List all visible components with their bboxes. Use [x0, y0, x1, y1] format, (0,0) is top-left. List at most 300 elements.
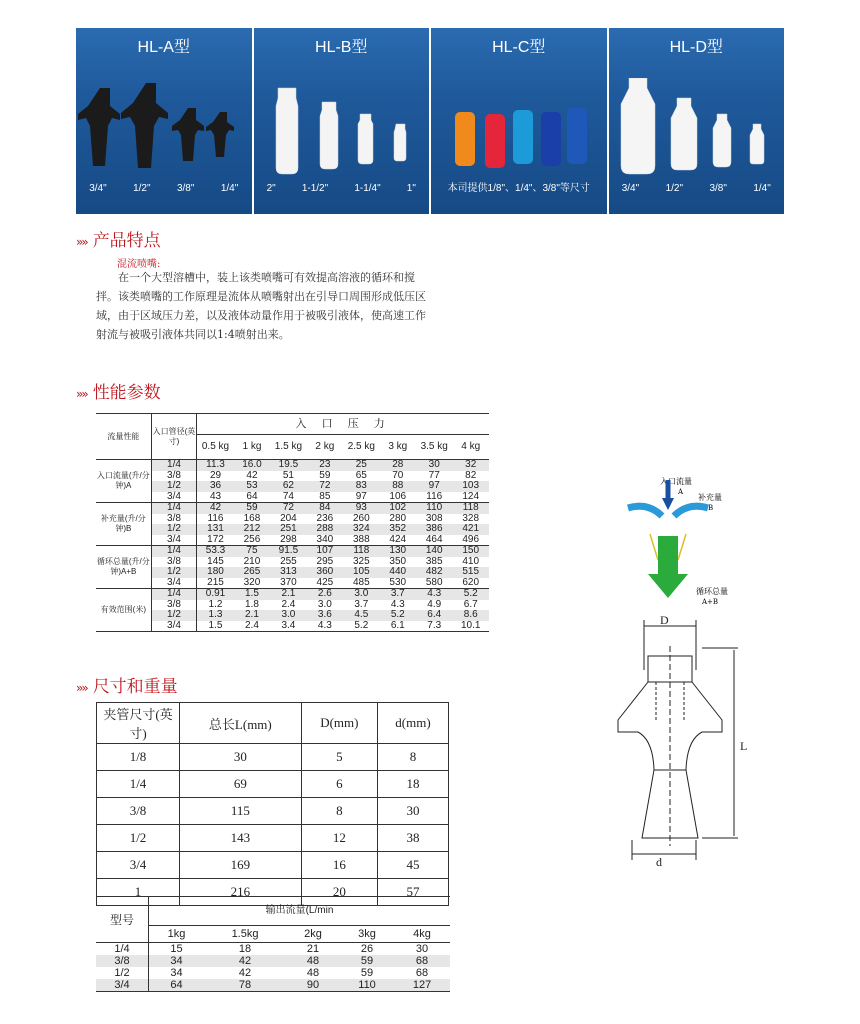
- hl-c-caption: [431, 179, 607, 194]
- table-row: [96, 621, 489, 632]
- size-label: 1/4": [220, 183, 239, 194]
- value-cell: 4.5: [354, 609, 369, 620]
- table-row: [96, 955, 450, 967]
- group-label: 循环总量(升/分钟)A+B: [96, 546, 151, 589]
- flow-cell: 3/8: [96, 955, 149, 967]
- flow-pressure-header: 1.5kg: [231, 928, 259, 940]
- dim-cell: 3/8: [97, 798, 180, 825]
- value-cell: 410: [462, 555, 480, 567]
- flow-cell: 59: [360, 967, 374, 979]
- guide-line-right: [678, 534, 686, 560]
- value-cell: 4.3: [317, 619, 332, 631]
- value-cell: 32: [465, 459, 477, 470]
- flow-cell: 90: [306, 979, 320, 991]
- value-cell: 118: [353, 545, 370, 556]
- size-cell: 3/8: [151, 471, 197, 482]
- panel-title: HL-A型: [137, 39, 190, 56]
- dim-cell: 8: [301, 798, 377, 825]
- supplement-label: 补充量: [698, 493, 722, 502]
- hl-d-nozzles-image: [609, 78, 785, 196]
- value-cell: 2.6: [317, 588, 332, 599]
- value-cell: 168: [243, 512, 261, 524]
- chevrons-icon: »»: [76, 235, 87, 249]
- value-cell: 23: [319, 459, 331, 470]
- flow-cell: 64: [170, 979, 183, 991]
- value-cell: 324: [352, 523, 370, 534]
- value-cell: 72: [319, 480, 331, 491]
- value-cell: 620: [462, 576, 480, 588]
- value-cell: 236: [316, 512, 334, 524]
- value-cell: 2.4: [245, 619, 259, 631]
- value-cell: 0.91: [205, 588, 226, 599]
- pressure-col-header: 1 kg: [242, 440, 262, 452]
- nozzle-diagram: [598, 470, 778, 870]
- pressure-col-header: 2.5 kg: [347, 440, 375, 452]
- dim-cell: 115: [180, 798, 302, 825]
- value-cell: 65: [355, 469, 367, 481]
- pressure-col-header: 3 kg: [388, 440, 408, 452]
- panel-title: HL-C型: [492, 39, 546, 56]
- table-row: [96, 567, 489, 578]
- flow-cell: 1/2: [96, 967, 149, 979]
- value-cell: 350: [389, 555, 407, 567]
- dim-L-label: L: [740, 739, 748, 753]
- size-cell: 3/8: [151, 514, 197, 525]
- value-cell: 530: [389, 576, 407, 588]
- value-cell: 130: [389, 545, 407, 556]
- dim-cell: 1/4: [97, 771, 180, 798]
- value-cell: 29: [209, 469, 222, 481]
- flow-cell: 42: [238, 955, 252, 967]
- pressure-col-header: 0.5 kg: [201, 440, 230, 452]
- value-cell: 4.3: [390, 598, 405, 610]
- panel-hl-c: [431, 28, 607, 214]
- performance-heading: [76, 378, 161, 403]
- chevrons-icon: »»: [76, 681, 87, 695]
- size-cell: 1/2: [151, 481, 197, 492]
- size-cell: 1/2: [151, 610, 197, 621]
- table-row: [97, 771, 449, 798]
- value-cell: 53: [246, 480, 258, 491]
- size-cell: 3/8: [151, 557, 197, 568]
- hl-a-sizes: [76, 183, 252, 194]
- value-cell: 515: [462, 566, 480, 577]
- table-row: [97, 744, 449, 771]
- value-cell: 215: [207, 576, 224, 588]
- size-cell: 3/8: [151, 600, 197, 611]
- value-cell: 4.9: [427, 598, 442, 610]
- flow-output-header: 输出流量(L/min: [265, 905, 334, 916]
- flow-cell: 110: [358, 979, 376, 991]
- dimensions-table: [96, 702, 449, 906]
- value-cell: 53.3: [205, 545, 226, 556]
- value-cell: 84: [319, 502, 331, 513]
- value-cell: 4.3: [427, 588, 442, 599]
- value-cell: 265: [243, 566, 261, 577]
- dim-d-label: d: [656, 855, 662, 869]
- dim-cell: 1/8: [97, 744, 180, 771]
- flow-pressure-header: 1kg: [167, 928, 186, 940]
- value-cell: 485: [352, 576, 370, 588]
- dim-cell: 57: [378, 879, 449, 906]
- inlet-sym: A: [678, 488, 684, 496]
- performance-title: 性能参数: [92, 383, 161, 403]
- value-cell: 3.0: [317, 598, 332, 610]
- value-cell: 70: [392, 469, 404, 481]
- value-cell: 256: [243, 533, 261, 545]
- inlet-arrow-head: [662, 498, 674, 510]
- flow-pressure-header: 3kg: [358, 928, 376, 940]
- size-cell: 3/4: [151, 492, 197, 503]
- size-cell: 1/4: [151, 589, 197, 600]
- dimensions-heading: [76, 672, 178, 697]
- table-row: [96, 979, 450, 992]
- value-cell: 118: [462, 502, 479, 513]
- value-cell: 42: [246, 469, 258, 481]
- total-arrow-shaft: [658, 536, 678, 576]
- value-cell: 43: [209, 490, 222, 502]
- value-cell: 172: [207, 533, 224, 545]
- value-cell: 145: [207, 555, 224, 567]
- value-cell: 340: [316, 533, 334, 545]
- dim-cell: 30: [378, 798, 449, 825]
- value-cell: 25: [355, 459, 367, 470]
- value-cell: 6.4: [427, 609, 442, 620]
- features-title: 产品特点: [92, 231, 161, 251]
- product-banner: [76, 28, 784, 214]
- size-label: 3/4": [89, 183, 107, 194]
- size-cell: 1/4: [151, 460, 197, 471]
- value-cell: 131: [207, 523, 224, 534]
- value-cell: 51: [282, 469, 294, 481]
- value-cell: 424: [389, 533, 407, 545]
- value-cell: 496: [462, 533, 480, 545]
- group-label: 补充量(升/分钟)B: [96, 503, 151, 546]
- dim-cell: 16: [301, 852, 377, 879]
- dim-header: 总长L(mm): [180, 703, 302, 744]
- flow-cell: 18: [238, 943, 252, 955]
- inlet-label: 入口流量: [660, 477, 692, 486]
- value-cell: 2.1: [245, 609, 259, 620]
- value-cell: 386: [425, 523, 443, 534]
- nozzle-outline: [618, 613, 747, 869]
- flow-cell: 26: [360, 943, 374, 955]
- value-cell: 251: [280, 523, 297, 534]
- value-cell: 280: [389, 512, 407, 524]
- features-heading: [76, 226, 161, 251]
- value-cell: 10.1: [460, 619, 481, 631]
- value-cell: 1.5: [208, 619, 223, 631]
- flow-cell: 48: [306, 955, 320, 967]
- table-row: [97, 852, 449, 879]
- value-cell: 298: [280, 533, 297, 545]
- value-cell: 295: [316, 555, 334, 567]
- dim-cell: 45: [378, 852, 449, 879]
- value-cell: 255: [280, 555, 297, 567]
- size-label: 1/2": [665, 183, 684, 194]
- size-label: 1/2": [133, 183, 151, 194]
- size-label: 3/4": [621, 183, 640, 194]
- dim-cell: 8: [378, 744, 449, 771]
- panel-hl-a: [76, 28, 252, 214]
- value-cell: 482: [425, 566, 443, 577]
- table-row: [96, 546, 489, 557]
- value-cell: 370: [280, 576, 297, 588]
- value-cell: 421: [462, 523, 480, 534]
- value-cell: 7.3: [427, 619, 442, 631]
- dim-cell: 3/4: [97, 852, 180, 879]
- hl-b-sizes: [254, 183, 430, 194]
- value-cell: 1.5: [245, 588, 259, 599]
- value-cell: 3.0: [354, 588, 369, 599]
- pressure-header: 入 口 压 力: [197, 414, 489, 435]
- table-row: [96, 535, 489, 546]
- value-cell: 110: [426, 502, 443, 513]
- dim-cell: 69: [180, 771, 302, 798]
- supplement-arrow-right: [674, 506, 708, 516]
- value-cell: 116: [207, 512, 224, 524]
- panel-title: HL-B型: [315, 39, 368, 56]
- value-cell: 42: [209, 502, 222, 513]
- value-cell: 1.8: [245, 598, 259, 610]
- size-label: 1-1/4": [354, 183, 381, 194]
- value-cell: 82: [465, 469, 477, 481]
- dim-cell: 169: [180, 852, 302, 879]
- features-subtitle: 混流喷嘴:: [117, 259, 161, 270]
- value-cell: 5.2: [463, 588, 478, 599]
- value-cell: 83: [355, 480, 367, 491]
- flow-cell: 21: [306, 943, 320, 955]
- panel-title: HL-D型: [669, 39, 723, 56]
- value-cell: 1.2: [208, 598, 223, 610]
- value-cell: 212: [243, 523, 261, 534]
- performance-table: [96, 413, 489, 632]
- value-cell: 97: [355, 490, 367, 502]
- total-label: 循环总量: [696, 587, 728, 596]
- dim-D-label: D: [660, 613, 669, 627]
- flow-cell: 78: [238, 979, 252, 991]
- pressure-col-header: 3.5 kg: [420, 440, 448, 452]
- value-cell: 107: [316, 545, 334, 556]
- value-cell: 325: [352, 555, 370, 567]
- col-flow-header: 流量性能: [96, 414, 151, 460]
- table-row: [96, 610, 489, 621]
- value-cell: 16.0: [242, 459, 262, 470]
- dim-cell: 1: [97, 879, 180, 906]
- dimensions-header-row: [97, 703, 449, 744]
- value-cell: 425: [316, 576, 334, 588]
- pressure-col-header: 2 kg: [315, 440, 335, 452]
- size-cell: 1/4: [151, 546, 197, 557]
- value-cell: 59: [319, 469, 331, 481]
- value-cell: 313: [280, 566, 297, 577]
- flow-cell: 68: [415, 955, 429, 967]
- flow-table: [96, 896, 450, 992]
- hl-b-nozzles-image: [254, 78, 430, 196]
- panel-hl-b: [254, 28, 430, 214]
- value-cell: 93: [355, 502, 367, 513]
- value-cell: 3.6: [317, 609, 332, 620]
- table-row: [96, 460, 489, 471]
- value-cell: 59: [246, 502, 258, 513]
- flow-cell: 30: [415, 943, 429, 955]
- flow-cell: 15: [170, 943, 183, 955]
- size-cell: 1/4: [151, 503, 197, 514]
- size-label: 3/8": [176, 183, 195, 194]
- flow-pressure-header: 2kg: [304, 928, 322, 940]
- dim-cell: 5: [301, 744, 377, 771]
- flow-cell: 68: [415, 967, 429, 979]
- guide-line-left: [650, 534, 658, 560]
- value-cell: 62: [282, 480, 294, 491]
- hl-d-sizes: [609, 183, 785, 194]
- value-cell: 64: [246, 490, 258, 502]
- value-cell: 77: [428, 469, 440, 481]
- size-cell: 1/2: [151, 524, 197, 535]
- size-cell: 3/4: [151, 535, 197, 546]
- value-cell: 3.7: [390, 588, 405, 599]
- value-cell: 308: [425, 512, 443, 524]
- supplement-sym: B: [708, 504, 714, 512]
- table-row: [96, 524, 489, 535]
- size-label: 2": [266, 183, 276, 194]
- total-arrow-head: [648, 574, 688, 598]
- value-cell: 72: [282, 502, 294, 513]
- features-paragraph: 在一个大型溶槽中，装上该类喷嘴可有效提高溶液的循环和搅拌。该类喷嘴的工作原理是流体从喷嘴射出在引导口周围形成低压区域，由于区域压力差，以及液体动量作用于被吸引液体，使高速工作射流与被吸引液体共同以1:4喷射出来。: [96, 271, 426, 341]
- value-cell: 288: [316, 523, 334, 534]
- value-cell: 3.0: [281, 609, 296, 620]
- dim-cell: 12: [301, 825, 377, 852]
- value-cell: 260: [352, 512, 370, 524]
- dim-cell: 6: [301, 771, 377, 798]
- table-row: [96, 943, 450, 956]
- table-row: [96, 492, 489, 503]
- size-cell: 3/4: [151, 578, 197, 589]
- value-cell: 103: [462, 480, 480, 491]
- pressure-col-header: 1.5 kg: [274, 440, 303, 452]
- value-cell: 6.7: [463, 598, 478, 610]
- value-cell: 352: [389, 523, 407, 534]
- value-cell: 5.2: [354, 619, 369, 631]
- value-cell: 124: [462, 490, 480, 502]
- value-cell: 150: [462, 545, 480, 556]
- value-cell: 36: [209, 480, 222, 491]
- value-cell: 91.5: [278, 545, 299, 556]
- flow-cell: 1/4: [96, 943, 149, 956]
- table-row: [97, 825, 449, 852]
- flow-cell: 3/4: [96, 979, 149, 992]
- dim-cell: 20: [301, 879, 377, 906]
- value-cell: 180: [207, 566, 224, 577]
- table-row: [96, 589, 489, 600]
- dim-header: D(mm): [301, 703, 377, 744]
- value-cell: 1.3: [208, 609, 223, 620]
- value-cell: 106: [389, 490, 407, 502]
- table-row: [97, 798, 449, 825]
- dimensions-title: 尺寸和重量: [92, 677, 178, 697]
- value-cell: 388: [352, 533, 370, 545]
- value-cell: 116: [426, 490, 443, 502]
- table-row: [96, 967, 450, 979]
- value-cell: 97: [428, 480, 440, 491]
- value-cell: 440: [389, 566, 407, 577]
- value-cell: 360: [316, 566, 334, 577]
- table-row: [96, 481, 489, 492]
- dim-cell: 216: [180, 879, 302, 906]
- pressure-col-header: 4 kg: [461, 440, 481, 452]
- value-cell: 8.6: [463, 609, 478, 620]
- dim-header: d(mm): [378, 703, 449, 744]
- dim-cell: 1/2: [97, 825, 180, 852]
- table-row: [96, 578, 489, 589]
- flow-pressure-header: 4kg: [413, 928, 431, 940]
- size-cell: 3/4: [151, 621, 197, 632]
- size-label: 1": [406, 183, 416, 194]
- value-cell: 328: [462, 512, 480, 524]
- value-cell: 580: [425, 576, 443, 588]
- dim-cell: 30: [180, 744, 302, 771]
- dim-header: 夹管尺寸(英寸): [97, 703, 180, 744]
- dim-cell: 18: [378, 771, 449, 798]
- value-cell: 28: [392, 459, 404, 470]
- hl-a-nozzles-image: [76, 78, 252, 196]
- flow-cell: 34: [170, 955, 183, 967]
- value-cell: 11.3: [206, 459, 225, 470]
- value-cell: 320: [243, 576, 261, 588]
- total-sym: A+B: [702, 598, 719, 606]
- flow-cell: 127: [412, 979, 432, 991]
- chevrons-icon: »»: [76, 387, 87, 401]
- group-label: 入口流量(升/分钟)A: [96, 460, 151, 503]
- value-cell: 140: [425, 545, 443, 556]
- table-row: [96, 503, 489, 514]
- value-cell: 75: [246, 545, 258, 556]
- value-cell: 204: [280, 512, 297, 524]
- value-cell: 464: [425, 533, 443, 545]
- dim-cell: 38: [378, 825, 449, 852]
- value-cell: 2.4: [281, 598, 296, 610]
- caption-label: 本司提供1/8"、1/4"、3/8"等尺寸: [447, 183, 590, 194]
- size-cell: 1/2: [151, 567, 197, 578]
- flow-cell: 59: [360, 955, 374, 967]
- size-label: 1/4": [753, 183, 771, 194]
- value-cell: 74: [282, 490, 294, 502]
- group-label: 有效范围(米): [96, 589, 151, 632]
- value-cell: 6.1: [390, 619, 405, 631]
- flow-cell: 42: [238, 967, 252, 979]
- value-cell: 2.1: [281, 588, 296, 599]
- value-cell: 88: [392, 480, 404, 491]
- flow-model-header: 型号: [96, 897, 149, 943]
- value-cell: 210: [243, 555, 261, 567]
- value-cell: 19.5: [278, 459, 299, 470]
- value-cell: 5.2: [390, 609, 405, 620]
- size-label: 3/8": [709, 183, 727, 194]
- value-cell: 385: [425, 555, 443, 567]
- dim-cell: 143: [180, 825, 302, 852]
- value-cell: 3.4: [281, 619, 296, 631]
- value-cell: 85: [319, 490, 331, 502]
- value-cell: 30: [428, 459, 440, 470]
- panel-hl-d: [609, 28, 785, 214]
- supplement-arrow-left: [628, 506, 662, 516]
- flow-cell: 34: [170, 967, 183, 979]
- value-cell: 102: [389, 502, 407, 513]
- size-label: 1-1/2": [301, 183, 329, 194]
- value-cell: 3.7: [354, 598, 369, 610]
- value-cell: 105: [352, 566, 370, 577]
- col-size-header: 入口管径(英寸): [151, 414, 197, 460]
